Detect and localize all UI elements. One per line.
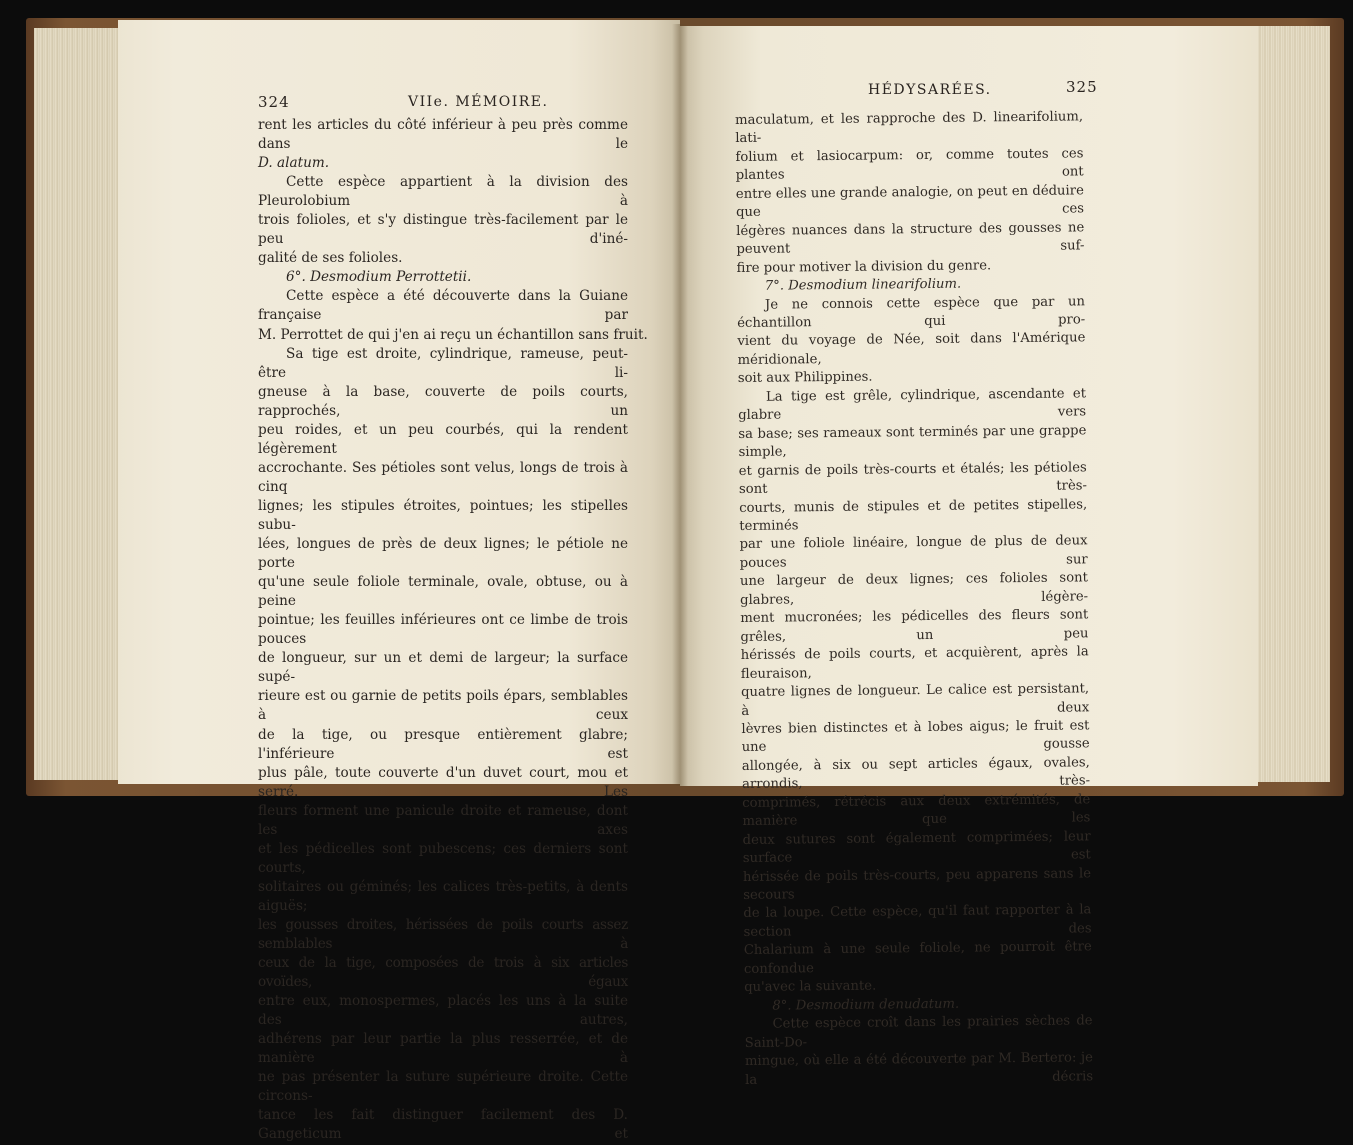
text-line: lignes; les stipules étroites, pointues; les stipelles subu-: [258, 497, 628, 533]
text-line: et les pédicelles sont pubescens; ces derniers sont courts,: [258, 840, 628, 876]
text-line: tance les fait distinguer facilement des D. Gangeticum et: [258, 1107, 628, 1143]
text-line: maculatum, et les rapproche des D. linearifolium, lati-: [735, 109, 1084, 147]
text-line: Cette espèce appartient à la division des Pleurolobium à: [258, 174, 628, 210]
text-line: gneuse à la base, couverte de poils courts, rapprochés, un: [258, 383, 628, 419]
page-number-left: 324: [258, 93, 290, 111]
text-line: par une foliole linéaire, longue de plus de deux pouces sur: [739, 533, 1088, 571]
text-line: rieure est ou garnie de petits poils épars, semblables à ceux: [258, 688, 628, 724]
text-line: peu roides, et un peu courbés, qui la rendent légèrement: [258, 421, 628, 457]
text-line: fire pour motiver la division du genre.: [736, 257, 992, 276]
text-line: vient du voyage de Née, soit dans l'Amérique méridionale,: [737, 330, 1086, 368]
text-line: comprimés, rétrécis aux deux extrémités, de manière que les: [742, 792, 1091, 830]
text-line: ment mucronées; les pédicelles des fleurs sont grêles, un peu: [740, 607, 1089, 645]
text-line: quatre lignes de longueur. Le calice est persistant, à deux: [741, 681, 1090, 719]
text-line: folium et lasiocarpum: or, comme toutes ces plantes ont: [735, 146, 1084, 184]
text-line: de la tige, ou presque entièrement glabre; l'inférieure est: [258, 726, 628, 762]
text-line: soit aux Philippines.: [737, 369, 873, 387]
section-heading: 6°. Desmodium Perrottetii.: [286, 269, 472, 286]
text-line: rent les articles du côté inférieur à peu près comme dans le: [258, 117, 628, 153]
text-line: plus pâle, toute couverte d'un duvet court, mou et serré. Les: [258, 764, 628, 800]
text-line: ceux de la tige, composées de trois à six articles ovoïdes, égaux: [258, 955, 628, 991]
text-line: légères nuances dans la structure des gousses ne peuvent suf-: [736, 220, 1085, 258]
text-line: trois folioles, et s'y distingue très-facilement par le peu d'iné-: [258, 212, 628, 248]
text-line: Je ne connois cette espèce que par un échantillon qui pro-: [737, 293, 1086, 331]
text-line: courts, munis de stipules et de petites stipelles, terminés: [739, 496, 1088, 534]
text-line: une largeur de deux lignes; ces folioles sont glabres, légère-: [739, 570, 1089, 608]
text-line: Sa tige est droite, cylindrique, rameuse, peut-être li-: [258, 345, 628, 381]
text-line: D. alatum.: [258, 155, 330, 172]
text-line: et garnis de poils très-courts et étalés; les pétioles sont très-: [738, 459, 1088, 498]
text-line: M. Perrottet de qui j'en ai reçu un échantillon sans fruit.: [258, 326, 648, 343]
text-line: sa base; ses rameaux sont terminés par une grappe simple,: [738, 423, 1087, 461]
text-line: Cette espèce croît dans les prairies sèches de Saint-Do-: [744, 1013, 1093, 1051]
text-line: adhérens par leur partie la plus resserrée, et de manière à: [258, 1031, 628, 1067]
text-line: Chalarium à une seule foliole, ne pourroit être confondue: [743, 939, 1092, 977]
text-line: hérissés de poils courts, et acquièrent, après la fleuraison,: [740, 644, 1089, 682]
section-heading: 8°. Desmodium denudatum.: [772, 996, 960, 1014]
text-line: de longueur, sur un et demi de largeur; la surface supé-: [258, 650, 628, 686]
left-page-text: [258, 116, 648, 1145]
text-line: qu'avec la suivante.: [744, 978, 877, 996]
text-line: fleurs forment une panicule droite et rameuse, dont les axes: [258, 802, 628, 838]
text-line: galité de ses folioles.: [258, 250, 403, 267]
text-line: allongée, à six ou sept articles égaux, ovales, arrondis, très-: [741, 755, 1091, 793]
text-line: entre elles une grande analogie, on peut en déduire que ces: [735, 183, 1085, 221]
text-line: deux sutures sont également comprimées; leur surface est: [742, 828, 1091, 867]
text-line: La tige est grêle, cylindrique, ascendante et glabre vers: [738, 386, 1087, 424]
text-line: lées, longues de près de deux lignes; le pétiole ne porte: [258, 536, 628, 572]
text-line: accrochante. Ses pétioles sont velus, longs de trois à cinq: [258, 459, 628, 495]
book-gutter: [672, 24, 688, 786]
text-line: de la loupe. Cette espèce, qu'il faut rapporter à la section des: [743, 902, 1092, 940]
running-title-right: HÉDYSARÉES.: [868, 82, 992, 98]
right-page-text: [735, 108, 1093, 1090]
text-line: Cette espèce a été découverte dans la Guiane française par: [258, 288, 628, 324]
text-line: ne pas présenter la suture supérieure droite. Cette circons-: [258, 1069, 628, 1105]
section-heading: 7°. Desmodium linearifolium.: [764, 276, 962, 294]
text-line: entre eux, monospermes, placés les uns à la suite des autres,: [258, 993, 628, 1029]
text-line: qu'une seule foliole terminale, ovale, obtuse, ou à peine: [258, 574, 628, 610]
text-line: les gousses droites, hérissées de poils courts assez semblables à: [258, 916, 628, 953]
text-line: hérissée de poils très-courts, peu apparens sans le secours: [742, 865, 1092, 903]
text-line: pointue; les feuilles inférieures ont ce limbe de trois pouces: [258, 612, 628, 648]
page-edges-left: [34, 28, 130, 780]
page-number-right: 325: [1066, 78, 1098, 96]
text-line: solitaires ou géminés; les calices très-petits, à dents aiguës;: [258, 878, 628, 914]
text-line: mingue, où elle a été découverte par M. Bertero: je la décris: [744, 1050, 1094, 1088]
text-line: lèvres bien distinctes et à lobes aigus; le fruit est une gousse: [741, 718, 1090, 756]
running-title-left: VIIe. MÉMOIRE.: [408, 94, 549, 110]
